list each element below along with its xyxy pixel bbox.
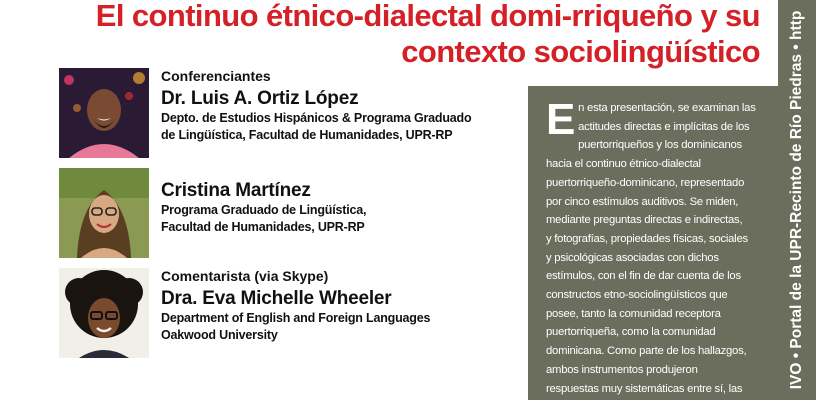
abstract-line: constructos etno-sociolingüísticos que — [546, 289, 728, 302]
abstract-text — [546, 95, 758, 398]
commentator-info-wheeler — [161, 268, 531, 344]
abstract-line: mediante preguntas directas e indirectas, — [546, 214, 743, 227]
event-title-line-1: El continuo étnico-dialectal domi-rriqueño y su — [95, 0, 760, 33]
speaker-affiliation-line: de Lingüística, Facultad de Humanidades, UPR-RP — [161, 128, 453, 142]
abstract-panel — [528, 86, 778, 400]
abstract-line: puertorriqueños y los dominicanos — [578, 139, 742, 152]
commentator-name: Dra. Eva Michelle Wheeler — [161, 288, 392, 309]
abstract-line: y fotografías, propiedades físicas, sociales — [546, 232, 748, 245]
abstract-line: posee, tanto la comunidad receptora — [546, 307, 721, 320]
abstract-line: hacia el continuo étnico-dialectal — [546, 158, 701, 171]
abstract-line: dominicana. Como parte de los hallazgos, — [546, 345, 747, 358]
abstract-line: n esta presentación, se examinan las — [578, 102, 756, 114]
section-label-commentator: Comentarista (via Skype) — [161, 268, 329, 284]
section-label-speakers: Conferenciantes — [161, 68, 271, 84]
speaker-photo-ortiz — [59, 68, 149, 158]
abstract-line: y psicológicas asociadas con dichos — [546, 251, 719, 264]
commentator-affiliation-line: Oakwood University — [161, 328, 278, 342]
speaker-affiliation-line: Facultad de Humanidades, UPR-RP — [161, 220, 365, 234]
event-title-line-2: contexto sociolingüístico — [401, 34, 760, 69]
speaker-info-ortiz — [161, 68, 531, 144]
speaker-info-martinez — [161, 180, 531, 236]
speaker-affiliation-line: Depto. de Estudios Hispánicos & Programa Graduado — [161, 111, 472, 125]
abstract-line: respuestas muy sistemáticas entre sí, las — [546, 382, 743, 395]
commentator-affiliation-line: Department of English and Foreign Languages — [161, 311, 431, 325]
speaker-name: Dr. Luis A. Ortiz López — [161, 88, 359, 109]
abstract-line: puertorriqueña, como la comunidad — [546, 326, 716, 339]
abstract-dropcap: E — [546, 95, 576, 144]
speaker-affiliation-line: Programa Graduado de Lingüística, — [161, 203, 367, 217]
event-title — [0, 0, 760, 70]
commentator-photo-wheeler — [59, 268, 149, 358]
abstract-line: actitudes directas e implícitas de los — [578, 120, 750, 133]
speaker-photo-martinez — [59, 168, 149, 258]
abstract-line: por cinco estímulos auditivos. Se miden, — [546, 195, 739, 208]
abstract-line: ambos instrumentos produjeron — [546, 363, 698, 376]
speaker-name: Cristina Martínez — [161, 180, 311, 201]
abstract-line: puertorriqueño-dominicano, representado — [546, 176, 745, 189]
side-banner-text: IVO • Portal de la UPR-Recinto de Río Piedras • http — [788, 10, 805, 390]
abstract-line: estímulos, con el fin de dar cuenta de los — [546, 270, 741, 283]
